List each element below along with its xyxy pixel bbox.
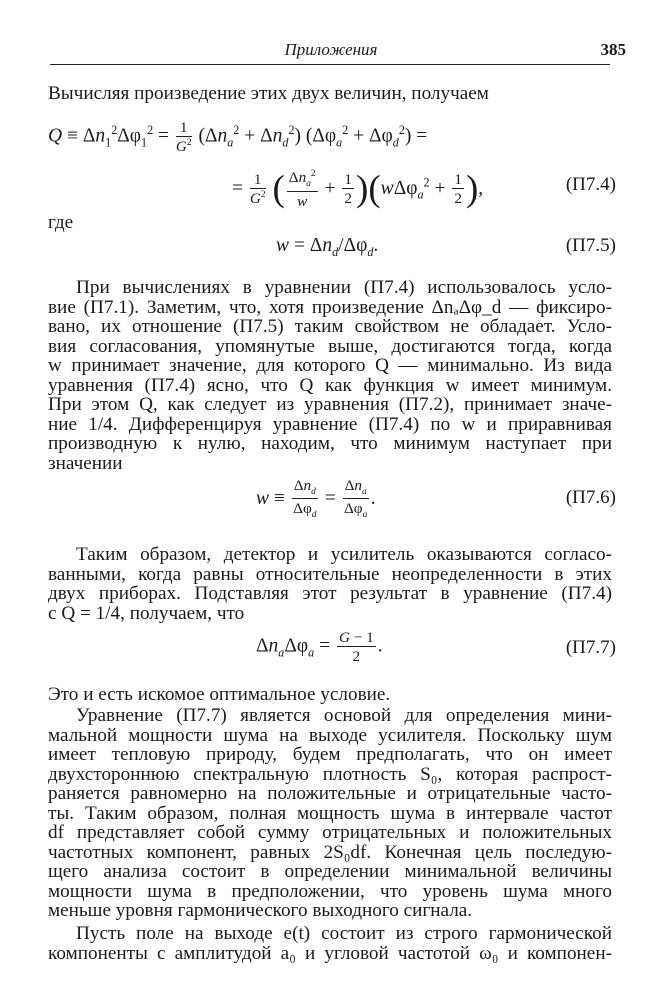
equation-p7-5: $w = \Delta n_d/\Delta\varphi_d$.: [276, 235, 379, 259]
paragraph-1-line: При этом Q, как следует из уравнения (П7.2), принимает значе-: [48, 394, 612, 415]
paragraph-4-line: имеет тепловую природу, будем предполагать, что он имеет: [48, 744, 612, 765]
paragraph-2-line: с Q = 1/4, получаем, что: [48, 602, 245, 624]
paragraph-1-line: значении: [48, 452, 123, 474]
paragraph-5-line: Пусть поле на выходе e(t) состоит из строго гармонической: [76, 923, 612, 944]
paragraph-4-line: ты. Таким образом, полная мощность шума в интервале частот: [48, 802, 612, 824]
paragraph-1-line: вие (П7.1). Заметим, что, хотя произведение ΔnₐΔφ_d — фиксиро-: [48, 296, 612, 318]
equation-number-p7-7: (П7.7): [565, 637, 616, 658]
paragraph-4-line: щего анализа состоит в определении минимальной величины: [48, 861, 612, 882]
equation-p7-6: w ≡ $\frac{\Delta n_d}{\Delta\varphi_d}$ = $\frac{\Delta n_a}{\Delta\varphi_a}$ .: [256, 477, 376, 521]
paragraph-3-line: Это и есть искомое оптимальное условие.: [48, 684, 391, 705]
equation-p7-7: $\Delta n_a\Delta\varphi_a$ = $\frac{G - 1}{2}$ .: [256, 629, 383, 666]
paragraph-1-line: w принимает значение, для которого Q — минимально. Из вида: [48, 355, 612, 376]
where-word: где: [48, 212, 74, 233]
paragraph-4-line: раняется равномерно на положительные и отрицательные часто-: [48, 783, 612, 804]
paragraph-1-line: При вычислениях в уравнении (П7.4) использовалось усло-: [76, 277, 612, 298]
page-number: 385: [600, 40, 626, 59]
paragraph-1-line: производную к нулю, находим, что минимум наступает при: [48, 433, 612, 454]
paragraph-4-line: двухстороннюю спектральную плотность S₀, которая распрост-: [48, 763, 612, 785]
paragraph-4-line: мощности шума в предположении, что уровень шума много: [48, 880, 612, 902]
paragraph-4-line: df представляет собой сумму отрицательных и положительных: [48, 822, 612, 843]
paragraph-1-line: ние 1/4. Дифференцируя уравнение (П7.4) по w и приравнивая: [48, 413, 612, 435]
paragraph-5-line: компоненты с амплитудой a₀ и угловой частотой ω₀ и компонен-: [48, 942, 612, 964]
equation-p7-4-line1: $Q \equiv \Delta n_1^2\Delta\varphi_1^2$ = $\frac{1}{G^2}$ $(\Delta n_a^2 + \Delta n_d^2) (\Delta\varphi_a^2 + \Delta\varphi_d^2)$ =: [48, 119, 428, 156]
paragraph-2-line: Таким образом, детектор и усилитель оказываются согласо-: [76, 544, 612, 565]
paragraph-1-line: уравнения (П7.4) ясно, что Q как функция w имеет минимум.: [48, 374, 612, 396]
paragraph-4-line: частотных компонент, равных 2S₀df. Конечная цель последую-: [48, 841, 612, 863]
paragraph-4-line: Уравнение (П7.7) является основой для определения мини-: [76, 705, 612, 726]
equation-p7-4-line2: = $\frac{1}{G^2}$ ( $\frac{\Delta n_a^2}{w}$ + $\frac{1}{2}$ )(wΔφ$_a^2$ + $\frac{1}{2}$ ),: [232, 168, 484, 210]
intro-line: Вычисляя произведение этих двух величин, получаем: [48, 83, 489, 104]
paragraph-4-line: мальной мощности шума на выходе усилителя. Поскольку шум: [48, 724, 612, 746]
header-rule: [50, 64, 610, 65]
paragraph-1-line: вано, их отношение (П7.5) таким свойством не обладает. Усло-: [48, 316, 612, 337]
equation-number-p7-4: (П7.4): [565, 174, 616, 195]
running-header-title: Приложения: [284, 40, 378, 59]
paragraph-1-line: вия согласования, упомянутые выше, достигаются тогда, когда: [48, 335, 612, 357]
equation-number-p7-5: (П7.5): [565, 235, 616, 256]
equation-number-p7-6: (П7.6): [565, 487, 616, 508]
paragraph-2-line: двух приборах. Подставляя этот результат в уравнение (П7.4): [48, 583, 612, 604]
paragraph-2-line: ванными, когда равны относительные неопределенности в этих: [48, 563, 612, 585]
paragraph-4-line: меньше уровня гармонического выходного сигнала.: [48, 900, 473, 921]
